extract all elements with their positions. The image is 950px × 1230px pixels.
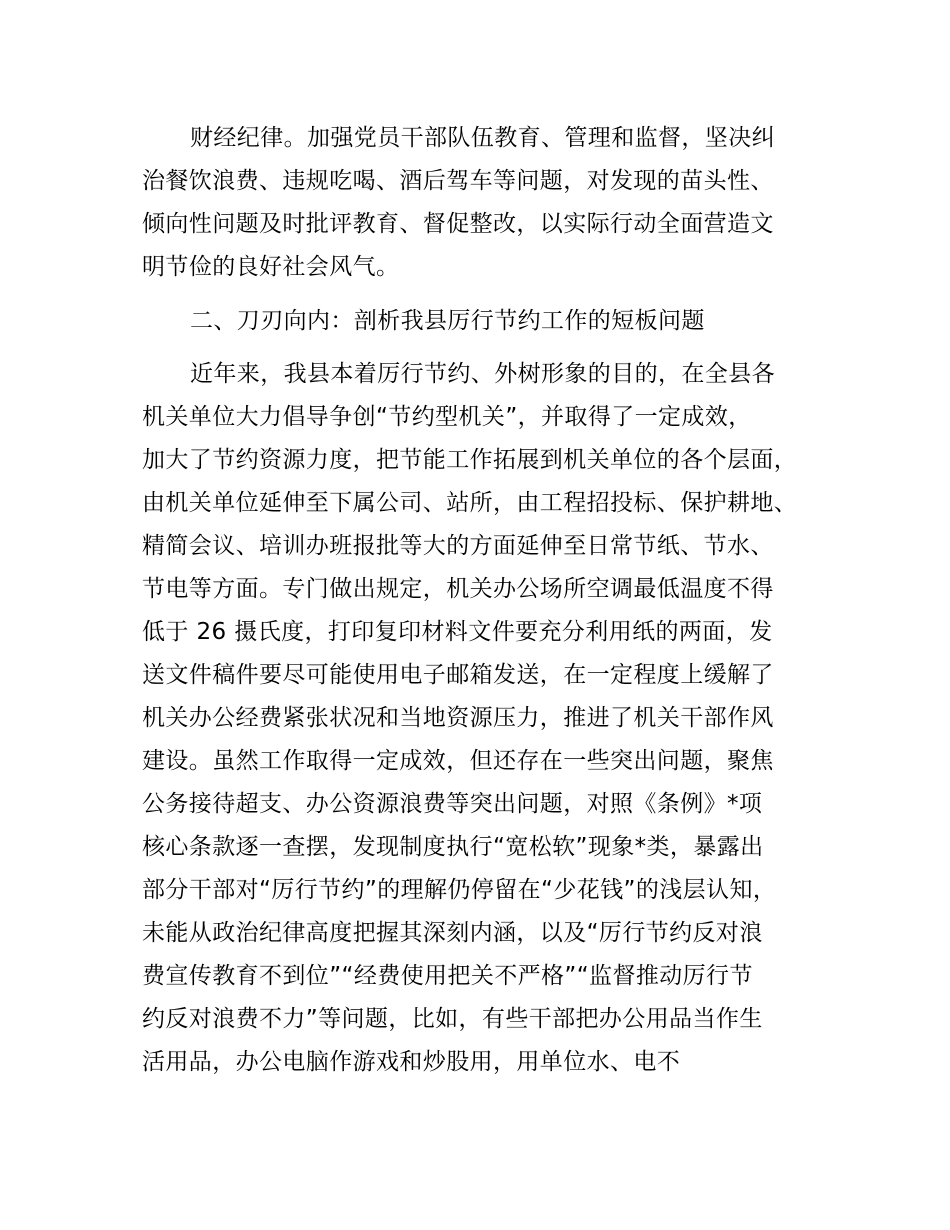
paragraph-line: 治餐饮浪费、违规吃喝、酒后驾车等问题，对发现的苗头性、: [142, 168, 774, 194]
paragraph-line: 费宣传教育不到位”“经费使用把关不严格”“监督推动厉行节: [142, 963, 753, 989]
paragraph-line: 低于 26 摄氏度，打印复印材料文件要充分利用纸的两面，发: [142, 619, 773, 645]
paragraph-line: 未能从政治纪律高度把握其深刻内涵，以及“厉行节约反对浪: [142, 920, 763, 946]
section-heading: 二、刀刃向内：剖析我县厉行节约工作的短板问题: [190, 308, 705, 334]
paragraph-line: 机关办公经费紧张状况和当地资源压力，推进了机关干部作风: [142, 705, 774, 731]
paragraph-line: 约反对浪费不力”等问题，比如，有些干部把办公用品当作生: [142, 1006, 763, 1032]
paragraph-line: 明节俭的良好社会风气。: [142, 254, 400, 280]
paragraph-line: 活用品，办公电脑作游戏和炒股用，用单位水、电不: [142, 1049, 681, 1075]
paragraph-line: 财经纪律。加强党员干部队伍教育、管理和监督，坚决纠: [190, 125, 775, 151]
paragraph-line: 近年来，我县本着厉行节约、外树形象的目的，在全县各: [190, 361, 775, 387]
paragraph-line: 精简会议、培训办班报批等大的方面延伸至日常节纸、节水、: [142, 533, 774, 559]
paragraph-line: 倾向性问题及时批评教育、督促整改，以实际行动全面营造文: [142, 211, 774, 237]
paragraph-line: 机关单位大力倡导争创“节约型机关”，并取得了一定成效，: [142, 404, 752, 430]
paragraph-line: 节电等方面。专门做出规定，机关办公场所空调最低温度不得: [142, 576, 774, 602]
paragraph-line: 核心条款逐一查摆，发现制度执行“宽松软”现象*类，暴露出: [142, 834, 764, 860]
paragraph-line: 建设。虽然工作取得一定成效，但还存在一些突出问题，聚焦: [142, 748, 774, 774]
paragraph-line: 加大了节约资源力度，把节能工作拓展到机关单位的各个层面，: [142, 447, 798, 473]
paragraph-line: 送文件稿件要尽可能使用电子邮箱发送，在一定程度上缓解了: [142, 662, 774, 688]
paragraph-line: 由机关单位延伸至下属公司、站所，由工程招投标、保护耕地、: [142, 490, 798, 516]
paragraph-line: 公务接待超支、办公资源浪费等突出问题，对照《条例》*项: [142, 791, 763, 817]
paragraph-line: 部分干部对“厉行节约”的理解仍停留在“少花钱”的浅层认知，: [142, 877, 777, 903]
